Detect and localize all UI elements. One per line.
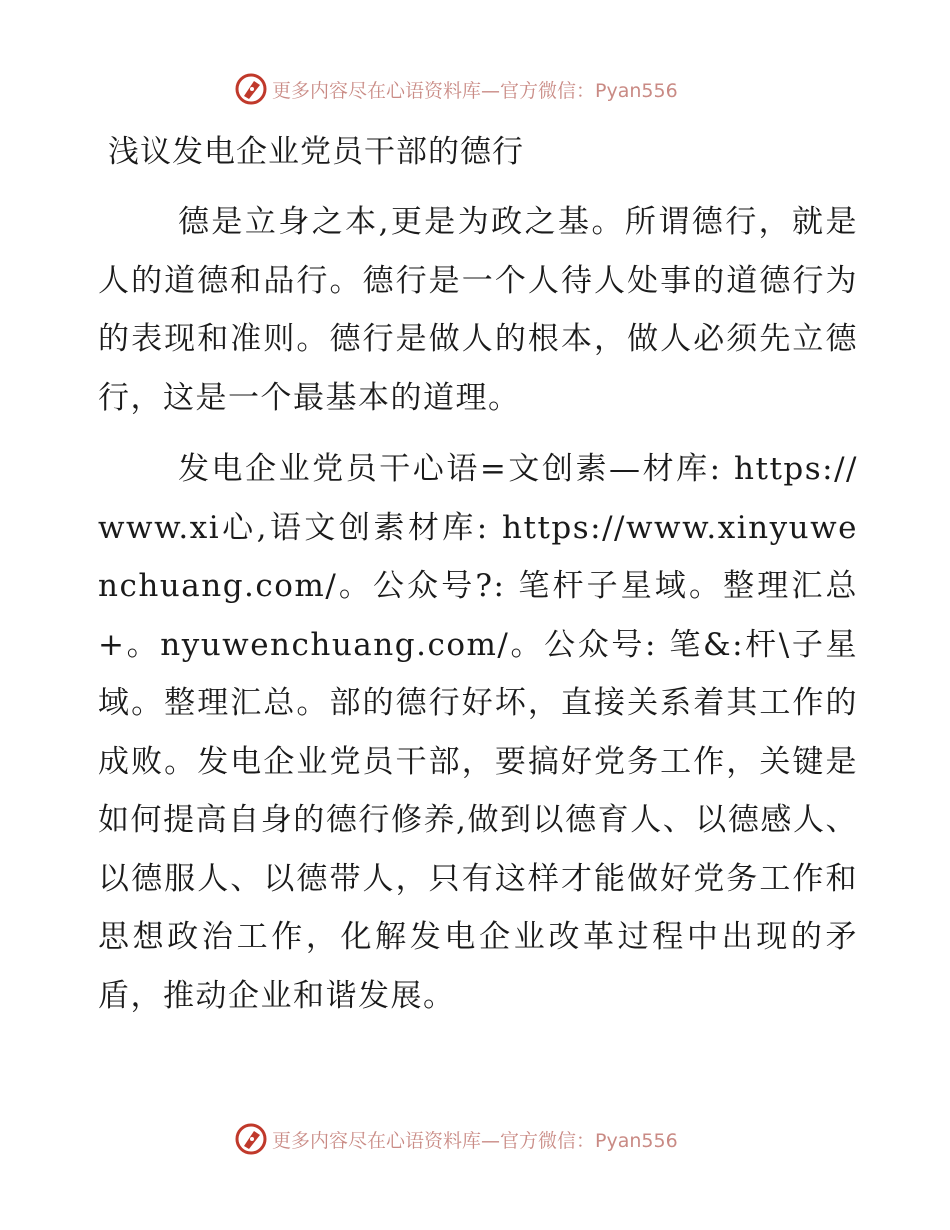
watermark-text: 更多内容尽在心语资料库—官方微信：Pyan556	[272, 79, 678, 102]
paragraph-1: 德是立身之本,更是为政之基。所谓德行，就是人的道德和品行。德行是一个人待人处事的道德行为的表现和准则。德行是做人的根本，做人必须先立德行，这是一个最基本的道理。	[98, 204, 858, 416]
pen-nib-logo-icon	[234, 72, 268, 106]
watermark-text: 更多内容尽在心语资料库—官方微信：Pyan556	[272, 1129, 678, 1152]
footer-watermark	[234, 1122, 734, 1156]
document-title: 浅议发电企业党员干部的德行	[108, 134, 524, 170]
pen-nib-logo-icon	[234, 1122, 268, 1156]
paragraph-2: 发电企业党员干心语=文创素—材库: https://www.xi心,语文创素材库: https://www.xinyuwenchuang.com/。公众号?: 笔杆子星域。整理汇总+。nyuwenchuang.com/。公众号: 笔&:杆\子星域。整理汇总。部的德行好坏，直接关系着其工作的成败。发电企业党员干部，要搞好党务工作，关键是如何提高自身的德行修养,做到以德育人、以德感人、以德服人、以德带人，只有这样才能做好党务工作和思想政治工作，化解发电企业改革过程中出现的矛盾，推动企业和谐发展。	[98, 451, 858, 1014]
header-watermark	[234, 72, 734, 106]
